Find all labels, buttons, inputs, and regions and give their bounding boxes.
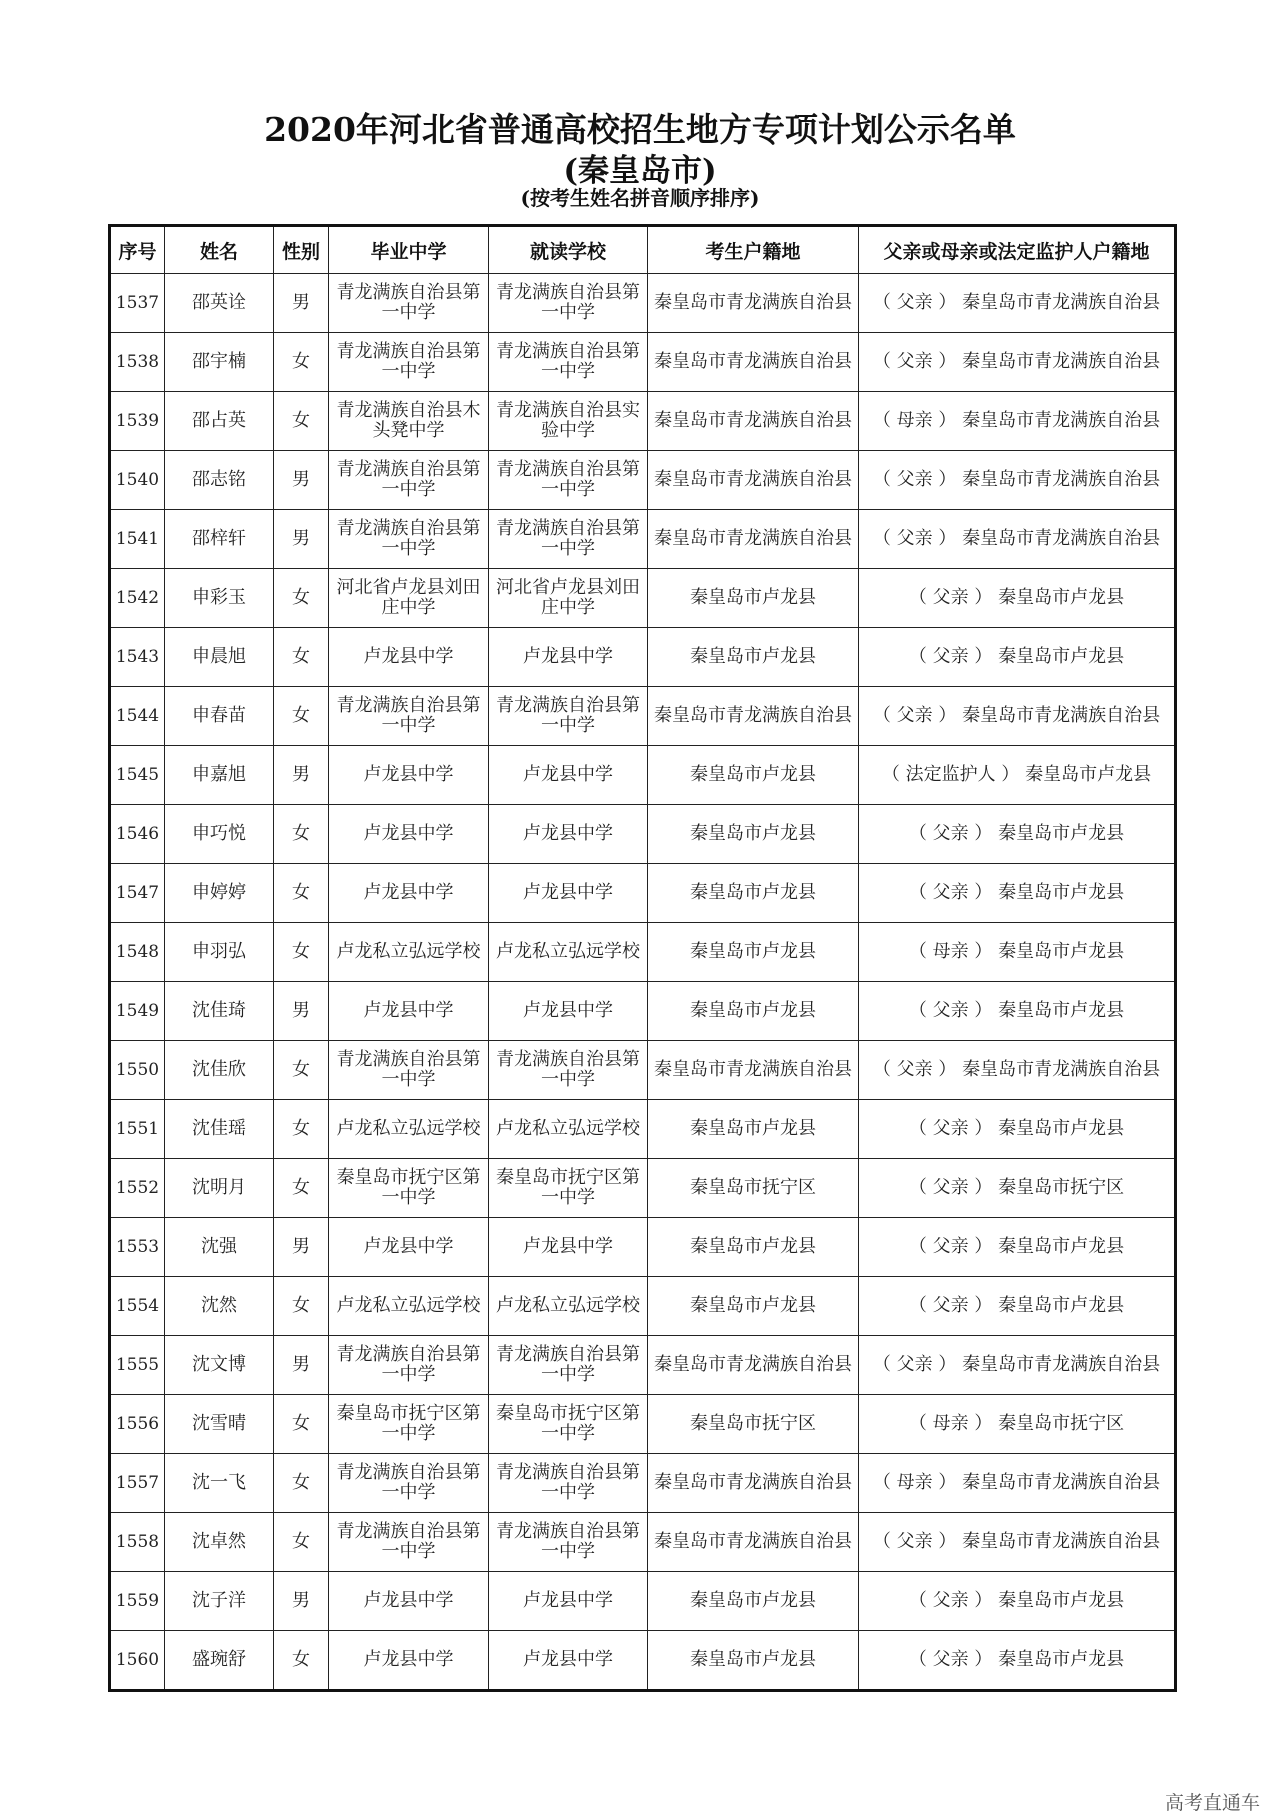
col-graduation-school-cell: 青龙满族自治县第一中学: [329, 1041, 489, 1100]
col-graduation-school-cell: 秦皇岛市抚宁区第一中学: [329, 1395, 489, 1454]
col-index-cell: 1537: [110, 274, 165, 333]
col-index-cell: 1551: [110, 1100, 165, 1159]
table-row: [110, 746, 1176, 805]
col-student-hukou-cell: 秦皇岛市青龙满族自治县: [648, 687, 859, 746]
col-gender-cell: 女: [274, 569, 329, 628]
col-name-cell: 申嘉旭: [165, 746, 274, 805]
col-graduation-school-cell: 卢龙县中学: [329, 1572, 489, 1631]
col-parent-hukou-cell: （ 父亲 ） 秦皇岛市青龙满族自治县: [859, 1041, 1176, 1100]
col-parent-hukou-cell: （ 父亲 ） 秦皇岛市青龙满族自治县: [859, 687, 1176, 746]
col-student-hukou-cell: 秦皇岛市卢龙县: [648, 569, 859, 628]
col-gender-cell: 女: [274, 1041, 329, 1100]
col-current-school-header: 就读学校: [489, 226, 648, 274]
col-index-cell: 1539: [110, 392, 165, 451]
col-graduation-school-cell: 青龙满族自治县第一中学: [329, 451, 489, 510]
col-student-hukou-cell: 秦皇岛市青龙满族自治县: [648, 1513, 859, 1572]
col-name-cell: 邵宇楠: [165, 333, 274, 392]
table-row: [110, 628, 1176, 687]
col-name-cell: 沈佳琦: [165, 982, 274, 1041]
col-student-hukou-cell: 秦皇岛市卢龙县: [648, 864, 859, 923]
col-parent-hukou-header: 父亲或母亲或法定监护人户籍地: [859, 226, 1176, 274]
col-parent-hukou-cell: （ 父亲 ） 秦皇岛市青龙满族自治县: [859, 333, 1176, 392]
table-row: [110, 274, 1176, 333]
col-graduation-school-cell: 卢龙县中学: [329, 982, 489, 1041]
table-row: [110, 392, 1176, 451]
col-graduation-school-cell: 青龙满族自治县第一中学: [329, 1454, 489, 1513]
col-current-school-cell: 青龙满族自治县第一中学: [489, 1513, 648, 1572]
col-name-cell: 邵占英: [165, 392, 274, 451]
col-parent-hukou-cell: （ 父亲 ） 秦皇岛市卢龙县: [859, 1277, 1176, 1336]
col-student-hukou-cell: 秦皇岛市青龙满族自治县: [648, 274, 859, 333]
col-current-school-cell: 青龙满族自治县实验中学: [489, 392, 648, 451]
table-header-row: [110, 226, 1176, 274]
col-student-hukou-cell: 秦皇岛市青龙满族自治县: [648, 392, 859, 451]
col-index-cell: 1540: [110, 451, 165, 510]
table-row: [110, 1277, 1176, 1336]
col-name-cell: 沈然: [165, 1277, 274, 1336]
col-parent-hukou-cell: （ 父亲 ） 秦皇岛市抚宁区: [859, 1159, 1176, 1218]
col-index-cell: 1544: [110, 687, 165, 746]
col-parent-hukou-cell: （ 父亲 ） 秦皇岛市青龙满族自治县: [859, 510, 1176, 569]
col-student-hukou-header: 考生户籍地: [648, 226, 859, 274]
col-name-cell: 盛琬舒: [165, 1631, 274, 1691]
col-graduation-school-cell: 卢龙县中学: [329, 864, 489, 923]
col-gender-cell: 女: [274, 687, 329, 746]
col-name-cell: 沈明月: [165, 1159, 274, 1218]
col-graduation-school-cell: 青龙满族自治县木头凳中学: [329, 392, 489, 451]
col-gender-cell: 女: [274, 1159, 329, 1218]
col-graduation-school-header: 毕业中学: [329, 226, 489, 274]
col-graduation-school-cell: 卢龙私立弘远学校: [329, 923, 489, 982]
table-row: [110, 1159, 1176, 1218]
col-gender-cell: 男: [274, 1336, 329, 1395]
col-student-hukou-cell: 秦皇岛市青龙满族自治县: [648, 1336, 859, 1395]
col-name-cell: 沈佳欣: [165, 1041, 274, 1100]
col-name-cell: 申春苗: [165, 687, 274, 746]
col-parent-hukou-cell: （ 父亲 ） 秦皇岛市卢龙县: [859, 1218, 1176, 1277]
col-current-school-cell: 青龙满族自治县第一中学: [489, 1454, 648, 1513]
col-student-hukou-cell: 秦皇岛市抚宁区: [648, 1395, 859, 1454]
table-row: [110, 1336, 1176, 1395]
col-current-school-cell: 青龙满族自治县第一中学: [489, 1041, 648, 1100]
col-graduation-school-cell: 卢龙私立弘远学校: [329, 1100, 489, 1159]
col-current-school-cell: 卢龙县中学: [489, 1631, 648, 1691]
col-parent-hukou-cell: （ 母亲 ） 秦皇岛市抚宁区: [859, 1395, 1176, 1454]
col-name-cell: 申婷婷: [165, 864, 274, 923]
table-row: [110, 1631, 1176, 1691]
col-gender-cell: 女: [274, 805, 329, 864]
col-parent-hukou-cell: （ 法定监护人 ） 秦皇岛市卢龙县: [859, 746, 1176, 805]
col-student-hukou-cell: 秦皇岛市卢龙县: [648, 805, 859, 864]
sort-note: (按考生姓名拼音顺序排序): [520, 186, 760, 210]
col-student-hukou-cell: 秦皇岛市抚宁区: [648, 1159, 859, 1218]
col-graduation-school-cell: 卢龙县中学: [329, 1631, 489, 1691]
col-student-hukou-cell: 秦皇岛市青龙满族自治县: [648, 451, 859, 510]
col-current-school-cell: 卢龙县中学: [489, 746, 648, 805]
col-parent-hukou-cell: （ 母亲 ） 秦皇岛市青龙满族自治县: [859, 1454, 1176, 1513]
table-row: [110, 1513, 1176, 1572]
table-row: [110, 569, 1176, 628]
col-graduation-school-cell: 青龙满族自治县第一中学: [329, 1513, 489, 1572]
col-index-cell: 1543: [110, 628, 165, 687]
document-title: 2020年河北省普通高校招生地方专项计划公示名单: [264, 110, 1016, 149]
watermark: 高考直通车: [1164, 1792, 1260, 1814]
col-index-cell: 1549: [110, 982, 165, 1041]
table-row: [110, 333, 1176, 392]
col-graduation-school-cell: 卢龙县中学: [329, 628, 489, 687]
col-name-cell: 沈强: [165, 1218, 274, 1277]
col-index-cell: 1542: [110, 569, 165, 628]
col-student-hukou-cell: 秦皇岛市青龙满族自治县: [648, 1041, 859, 1100]
col-student-hukou-cell: 秦皇岛市青龙满族自治县: [648, 510, 859, 569]
col-graduation-school-cell: 卢龙县中学: [329, 746, 489, 805]
col-current-school-cell: 青龙满族自治县第一中学: [489, 274, 648, 333]
col-graduation-school-cell: 卢龙县中学: [329, 805, 489, 864]
table-row: [110, 1041, 1176, 1100]
col-parent-hukou-cell: （ 父亲 ） 秦皇岛市青龙满族自治县: [859, 451, 1176, 510]
col-current-school-cell: 青龙满族自治县第一中学: [489, 333, 648, 392]
col-index-cell: 1545: [110, 746, 165, 805]
col-index-cell: 1553: [110, 1218, 165, 1277]
col-gender-cell: 女: [274, 628, 329, 687]
col-index-cell: 1546: [110, 805, 165, 864]
col-gender-header: 性别: [274, 226, 329, 274]
col-name-cell: 沈子洋: [165, 1572, 274, 1631]
col-parent-hukou-cell: （ 父亲 ） 秦皇岛市青龙满族自治县: [859, 274, 1176, 333]
col-gender-cell: 女: [274, 1100, 329, 1159]
col-gender-cell: 女: [274, 1631, 329, 1691]
col-name-cell: 邵梓轩: [165, 510, 274, 569]
col-index-cell: 1555: [110, 1336, 165, 1395]
col-name-cell: 沈卓然: [165, 1513, 274, 1572]
col-name-cell: 沈文博: [165, 1336, 274, 1395]
col-parent-hukou-cell: （ 父亲 ） 秦皇岛市卢龙县: [859, 569, 1176, 628]
table-row: [110, 864, 1176, 923]
col-graduation-school-cell: 青龙满族自治县第一中学: [329, 274, 489, 333]
roster-table: [108, 224, 1177, 1692]
col-current-school-cell: 青龙满族自治县第一中学: [489, 510, 648, 569]
col-gender-cell: 女: [274, 864, 329, 923]
col-parent-hukou-cell: （ 父亲 ） 秦皇岛市青龙满族自治县: [859, 1513, 1176, 1572]
col-index-cell: 1547: [110, 864, 165, 923]
col-index-cell: 1538: [110, 333, 165, 392]
col-graduation-school-cell: 青龙满族自治县第一中学: [329, 510, 489, 569]
col-student-hukou-cell: 秦皇岛市卢龙县: [648, 982, 859, 1041]
col-current-school-cell: 卢龙私立弘远学校: [489, 1277, 648, 1336]
col-name-cell: 申晨旭: [165, 628, 274, 687]
col-parent-hukou-cell: （ 父亲 ） 秦皇岛市卢龙县: [859, 628, 1176, 687]
col-gender-cell: 女: [274, 923, 329, 982]
col-parent-hukou-cell: （ 母亲 ） 秦皇岛市卢龙县: [859, 923, 1176, 982]
col-index-cell: 1556: [110, 1395, 165, 1454]
table-row: [110, 805, 1176, 864]
col-name-cell: 申羽弘: [165, 923, 274, 982]
col-current-school-cell: 秦皇岛市抚宁区第一中学: [489, 1395, 648, 1454]
col-student-hukou-cell: 秦皇岛市卢龙县: [648, 746, 859, 805]
col-student-hukou-cell: 秦皇岛市青龙满族自治县: [648, 333, 859, 392]
col-current-school-cell: 卢龙私立弘远学校: [489, 1100, 648, 1159]
col-index-cell: 1541: [110, 510, 165, 569]
col-student-hukou-cell: 秦皇岛市卢龙县: [648, 1218, 859, 1277]
col-student-hukou-cell: 秦皇岛市卢龙县: [648, 1277, 859, 1336]
col-graduation-school-cell: 河北省卢龙县刘田庄中学: [329, 569, 489, 628]
col-name-header: 姓名: [165, 226, 274, 274]
col-gender-cell: 男: [274, 1572, 329, 1631]
col-name-cell: 沈一飞: [165, 1454, 274, 1513]
col-name-cell: 沈佳瑶: [165, 1100, 274, 1159]
col-parent-hukou-cell: （ 母亲 ） 秦皇岛市青龙满族自治县: [859, 392, 1176, 451]
col-graduation-school-cell: 卢龙私立弘远学校: [329, 1277, 489, 1336]
col-name-cell: 申彩玉: [165, 569, 274, 628]
col-gender-cell: 男: [274, 1218, 329, 1277]
col-parent-hukou-cell: （ 父亲 ） 秦皇岛市卢龙县: [859, 1572, 1176, 1631]
col-name-cell: 沈雪晴: [165, 1395, 274, 1454]
col-parent-hukou-cell: （ 父亲 ） 秦皇岛市卢龙县: [859, 864, 1176, 923]
col-parent-hukou-cell: （ 父亲 ） 秦皇岛市卢龙县: [859, 1100, 1176, 1159]
col-graduation-school-cell: 青龙满族自治县第一中学: [329, 1336, 489, 1395]
col-current-school-cell: 河北省卢龙县刘田庄中学: [489, 569, 648, 628]
table-row: [110, 982, 1176, 1041]
col-name-cell: 邵英诠: [165, 274, 274, 333]
col-current-school-cell: 卢龙县中学: [489, 628, 648, 687]
table-row: [110, 510, 1176, 569]
document-subtitle: (秦皇岛市): [563, 153, 717, 189]
col-name-cell: 邵志铭: [165, 451, 274, 510]
col-index-cell: 1560: [110, 1631, 165, 1691]
col-current-school-cell: 青龙满族自治县第一中学: [489, 451, 648, 510]
col-name-cell: 申巧悦: [165, 805, 274, 864]
col-gender-cell: 男: [274, 510, 329, 569]
col-gender-cell: 女: [274, 392, 329, 451]
col-current-school-cell: 青龙满族自治县第一中学: [489, 687, 648, 746]
col-gender-cell: 男: [274, 982, 329, 1041]
col-index-cell: 1557: [110, 1454, 165, 1513]
table-row: [110, 1572, 1176, 1631]
table-row: [110, 687, 1176, 746]
col-index-header: 序号: [110, 226, 165, 274]
col-student-hukou-cell: 秦皇岛市青龙满族自治县: [648, 1454, 859, 1513]
col-graduation-school-cell: 秦皇岛市抚宁区第一中学: [329, 1159, 489, 1218]
col-gender-cell: 男: [274, 746, 329, 805]
col-parent-hukou-cell: （ 父亲 ） 秦皇岛市卢龙县: [859, 982, 1176, 1041]
col-student-hukou-cell: 秦皇岛市卢龙县: [648, 1572, 859, 1631]
col-index-cell: 1554: [110, 1277, 165, 1336]
col-student-hukou-cell: 秦皇岛市卢龙县: [648, 923, 859, 982]
col-current-school-cell: 卢龙县中学: [489, 1572, 648, 1631]
col-student-hukou-cell: 秦皇岛市卢龙县: [648, 1631, 859, 1691]
col-current-school-cell: 卢龙私立弘远学校: [489, 923, 648, 982]
col-gender-cell: 女: [274, 333, 329, 392]
table-row: [110, 1218, 1176, 1277]
table-row: [110, 1100, 1176, 1159]
table-row: [110, 923, 1176, 982]
col-index-cell: 1548: [110, 923, 165, 982]
col-graduation-school-cell: 青龙满族自治县第一中学: [329, 333, 489, 392]
col-student-hukou-cell: 秦皇岛市卢龙县: [648, 628, 859, 687]
col-parent-hukou-cell: （ 父亲 ） 秦皇岛市青龙满族自治县: [859, 1336, 1176, 1395]
col-gender-cell: 男: [274, 274, 329, 333]
col-current-school-cell: 青龙满族自治县第一中学: [489, 1336, 648, 1395]
col-gender-cell: 女: [274, 1395, 329, 1454]
col-current-school-cell: 秦皇岛市抚宁区第一中学: [489, 1159, 648, 1218]
col-current-school-cell: 卢龙县中学: [489, 864, 648, 923]
col-gender-cell: 男: [274, 451, 329, 510]
col-graduation-school-cell: 青龙满族自治县第一中学: [329, 687, 489, 746]
col-current-school-cell: 卢龙县中学: [489, 1218, 648, 1277]
col-index-cell: 1550: [110, 1041, 165, 1100]
col-current-school-cell: 卢龙县中学: [489, 805, 648, 864]
table-row: [110, 1395, 1176, 1454]
table-row: [110, 1454, 1176, 1513]
col-index-cell: 1552: [110, 1159, 165, 1218]
col-graduation-school-cell: 卢龙县中学: [329, 1218, 489, 1277]
col-current-school-cell: 卢龙县中学: [489, 982, 648, 1041]
table-row: [110, 451, 1176, 510]
col-student-hukou-cell: 秦皇岛市卢龙县: [648, 1100, 859, 1159]
col-index-cell: 1558: [110, 1513, 165, 1572]
col-gender-cell: 女: [274, 1454, 329, 1513]
col-gender-cell: 女: [274, 1513, 329, 1572]
col-parent-hukou-cell: （ 父亲 ） 秦皇岛市卢龙县: [859, 1631, 1176, 1691]
col-index-cell: 1559: [110, 1572, 165, 1631]
col-parent-hukou-cell: （ 父亲 ） 秦皇岛市卢龙县: [859, 805, 1176, 864]
col-gender-cell: 女: [274, 1277, 329, 1336]
